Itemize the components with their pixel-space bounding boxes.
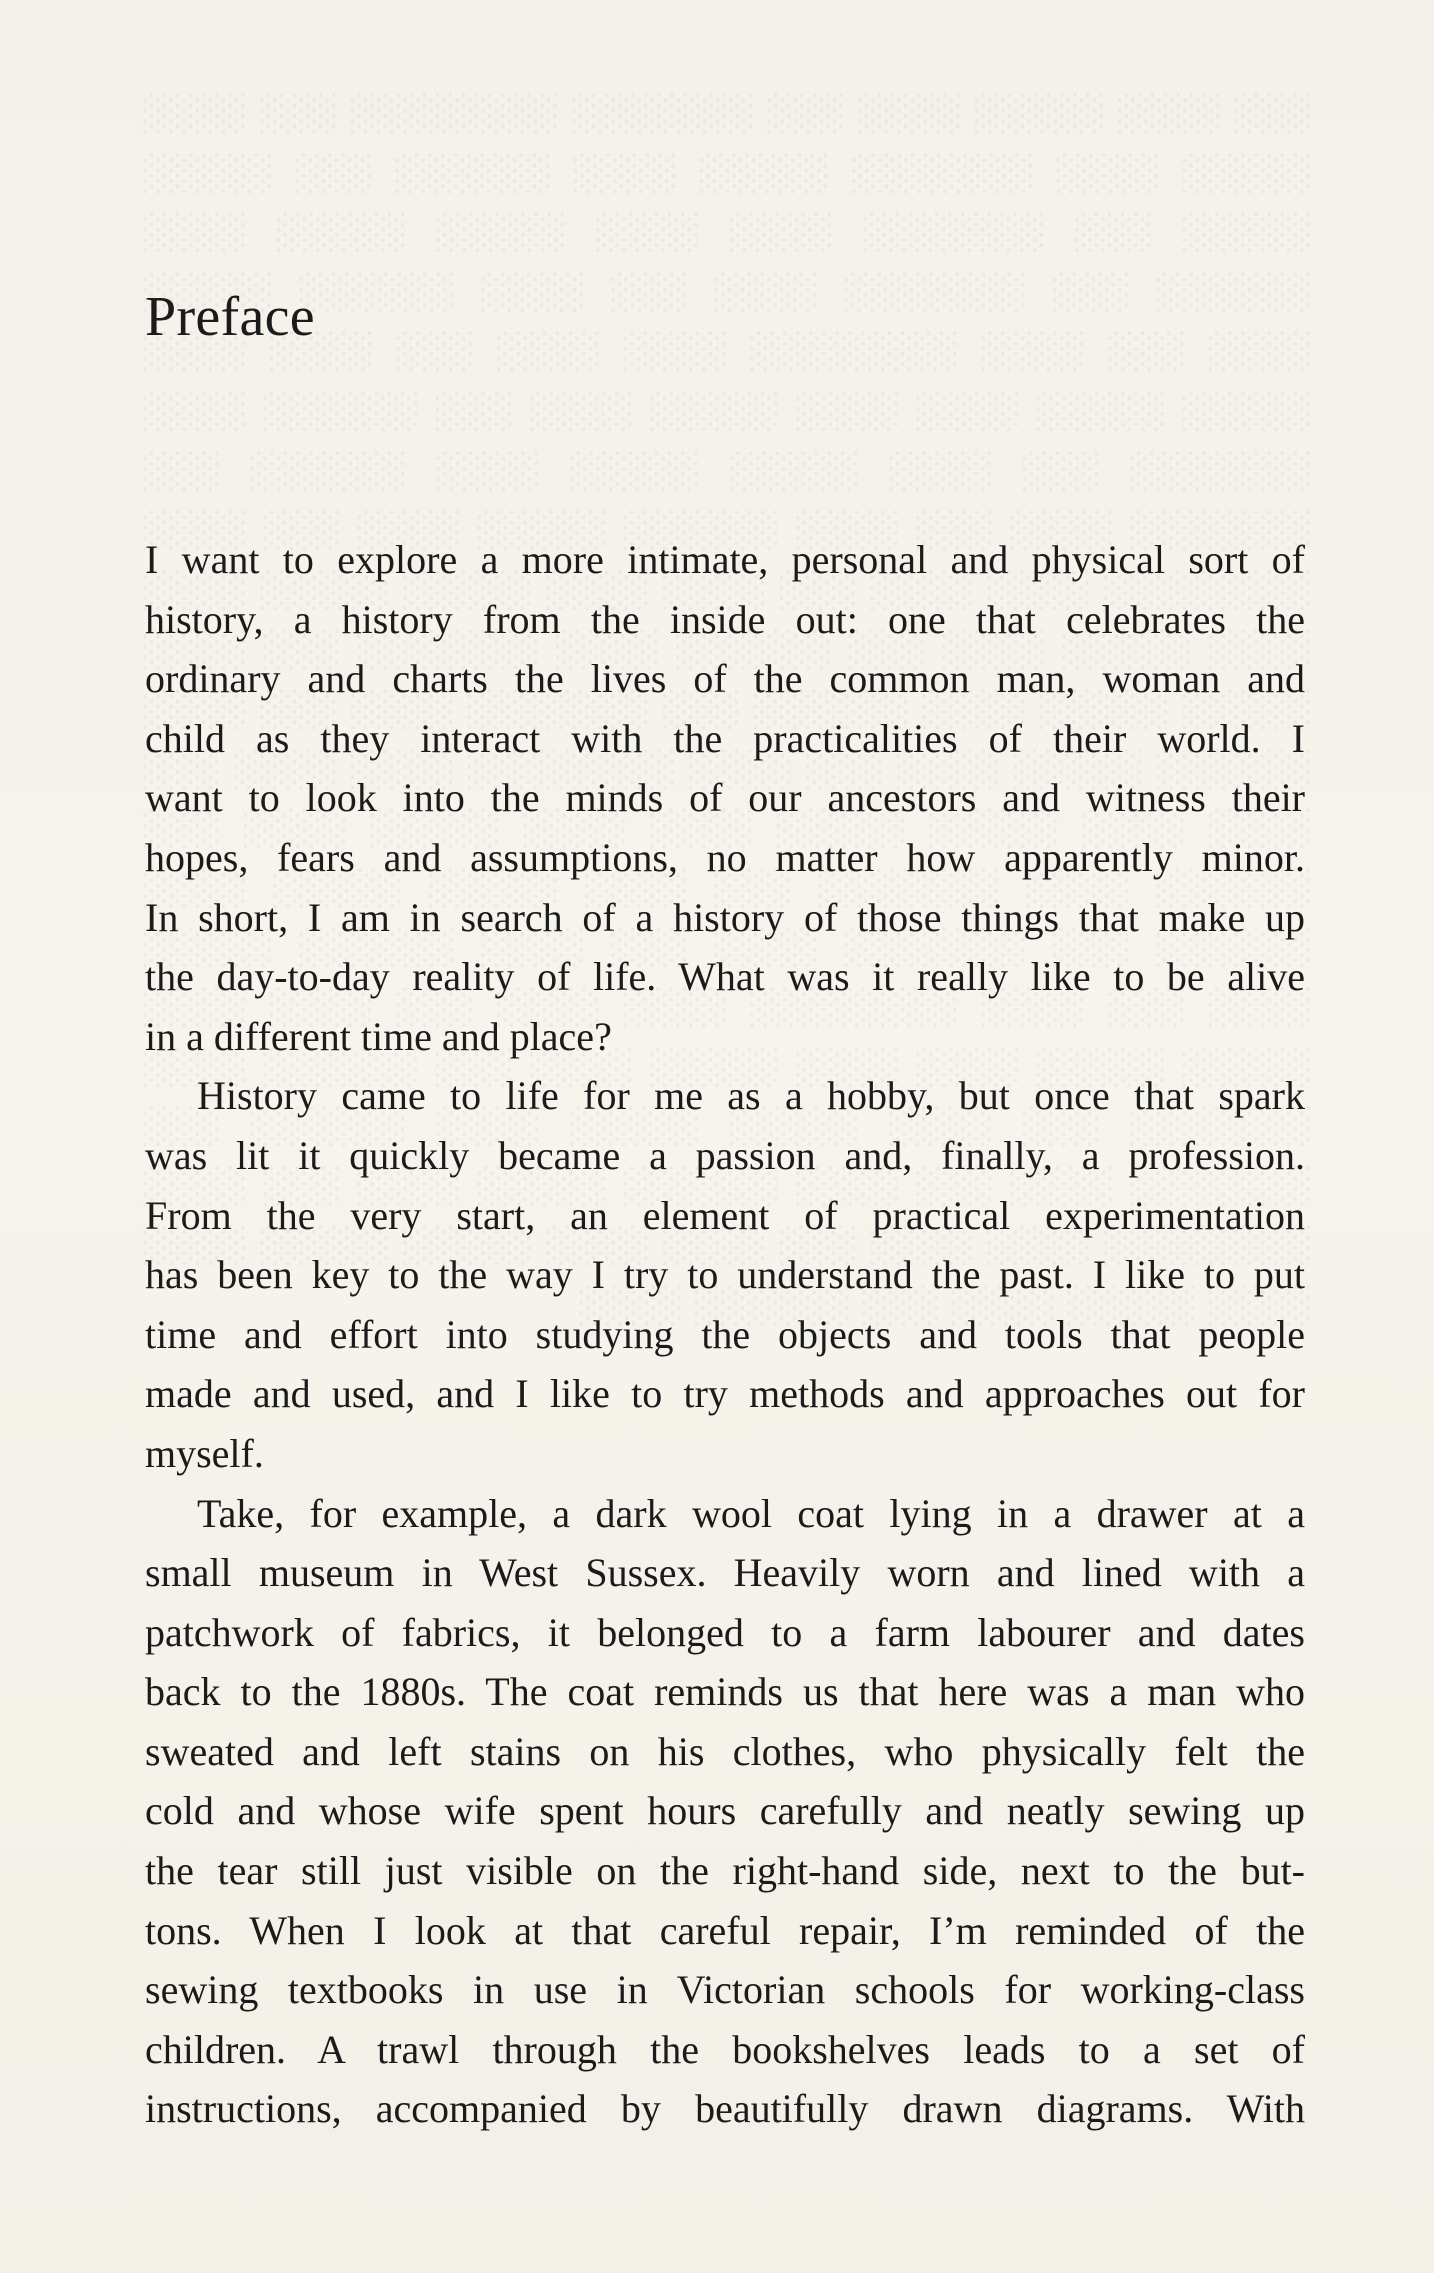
text-line: children. A trawl through the bookshelves leads to a set of xyxy=(145,2026,1305,2072)
text-line: History came to life for me as a hobby, but once that spark xyxy=(197,1073,1305,1119)
text-line: history, a history from the inside out: one that celebrates the xyxy=(145,596,1305,642)
text-line: the day-to-day reality of life. What was it really like to be alive xyxy=(145,954,1305,1000)
text-line: made and used, and I like to try methods and approaches out for xyxy=(145,1371,1305,1417)
text-line: cold and whose wife spent hours carefully and neatly sewing up xyxy=(145,1788,1305,1834)
text-line: myself. xyxy=(145,1430,264,1476)
text-line: small museum in West Sussex. Heavily worn and lined with a xyxy=(145,1550,1305,1596)
text-line: instructions, accompanied by beautifully drawn diagrams. With xyxy=(145,2086,1305,2132)
text-line: sewing textbooks in use in Victorian schools for working-class xyxy=(145,1967,1305,2013)
text-line: the tear still just visible on the right-hand side, next to the but- xyxy=(145,1848,1305,1894)
page-title: Preface xyxy=(145,286,315,348)
text-line: want to look into the minds of our ancestors and witness their xyxy=(145,775,1305,821)
text-line: From the very start, an element of practical experimentation xyxy=(145,1192,1305,1238)
text-line: patchwork of fabrics, it belonged to a farm labourer and dates xyxy=(145,1609,1305,1655)
text-line: tons. When I look at that careful repair, I’m reminded of the xyxy=(145,1907,1305,1953)
text-line: time and effort into studying the objects and tools that people xyxy=(145,1311,1305,1357)
text-line: In short, I am in search of a history of those things that make up xyxy=(145,894,1305,940)
text-line: in a different time and place? xyxy=(145,1013,612,1059)
text-line: hopes, fears and assumptions, no matter how apparently minor. xyxy=(145,834,1305,880)
text-line: child as they interact with the practicalities of their world. I xyxy=(145,715,1305,761)
text-line: Take, for example, a dark wool coat lying in a drawer at a xyxy=(197,1490,1305,1536)
text-line: sweated and left stains on his clothes, who physically felt the xyxy=(145,1728,1305,1774)
text-line: was lit it quickly became a passion and, finally, a profession. xyxy=(145,1132,1305,1178)
text-line: has been key to the way I try to understand the past. I like to put xyxy=(145,1252,1305,1298)
text-line: ordinary and charts the lives of the common man, woman and xyxy=(145,656,1305,702)
body-text xyxy=(145,530,1305,2139)
text-line: I want to explore a more intimate, personal and physical sort of xyxy=(145,537,1305,582)
text-line: back to the 1880s. The coat reminds us that here was a man who xyxy=(145,1669,1305,1715)
